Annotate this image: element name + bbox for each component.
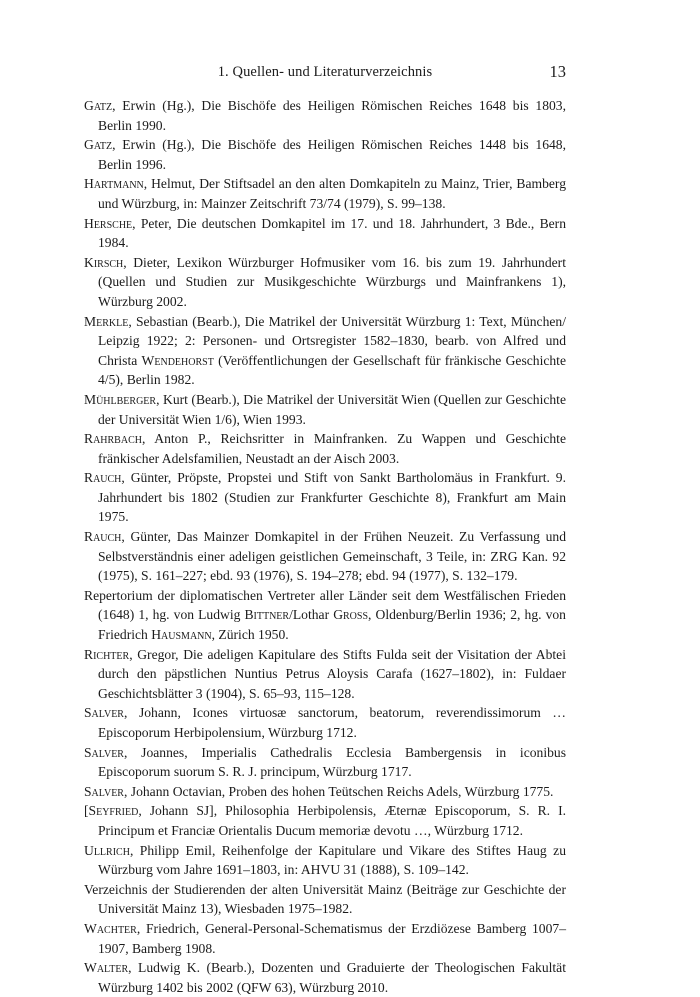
entry-author: Salver [84,783,124,799]
entry-lead-text: [ [84,803,89,819]
entry-author: Merkle [84,313,129,329]
entry-text: , Günter, Das Mainzer Domkapitel in der Frühen Neuzeit. Zu Verfassung und Selbstverständnis einer adeligen geistlichen Gemeinschaft, 3 Teile, in: ZRG Kan. 92 (1975), S. 161–227; ebd. 93 (1976), S. 194–278; ebd. 94 (1977), S. 132–179. [98,529,566,584]
entry-text-continued: , Oldenburg/Berlin 1936; 2, hg. von Friedrich [98,607,566,643]
bibliography-entry [84,214,566,253]
entry-author: Richter [84,646,130,662]
bibliography-entry [84,253,566,312]
entry-text: , Johann Octavian, Proben des hohen Teütschen Reichs Adels, Würzburg 1775. [123,783,554,799]
entry-author: Ullrich [84,842,130,858]
entry-author-secondary: Gross [333,607,369,623]
bibliography-entry [84,135,566,174]
entry-author: Mühlberger [84,391,157,407]
entry-author: Walter [84,960,129,976]
entry-lead-text: Verzeichnis der Studierenden der alten Universität Mainz (Beiträge zur Geschichte der Universität Mainz 13), Wiesbaden 1975–1982. [84,881,566,917]
entry-text: , Johann, Icones virtuosæ sanctorum, beatorum, reverendissimorum … Episcoporum Herbipolensium, Würzburg 1712. [98,705,566,740]
entry-author: Rauch [84,529,122,545]
bibliography-entry [84,468,566,527]
entry-author: Bittner [244,607,290,623]
running-header-title: 1. Quellen- und Literaturverzeichnis [217,64,433,80]
bibliography-entry [84,880,566,919]
entry-author: Kirsch [84,254,124,270]
bibliography-entry [84,390,566,429]
entry-text: , Helmut, Der Stiftsadel an den alten Domkapiteln zu Mainz, Trier, Bamberg und Würzburg, in: Mainzer Zeitschrift 73/74 (1979), S. 99–138. [98,176,566,211]
entry-lead-text: Repertorium der diplomatischen Vertreter aller Länder seit dem Westfälischen Frieden (1648) 1, hg. von Ludwig [84,587,566,623]
bibliography-entry [84,174,566,213]
entry-author: Hartmann [84,176,144,192]
entry-text: , Ludwig K. (Bearb.), Dozenten und Graduierte der Theologischen Fakultät Würzburg 1402 bis 2002 (QFW 63), Würzburg 2010. [98,960,566,995]
entry-author: Gatz [84,137,113,153]
bibliography-entry [84,958,566,997]
bibliography-list [84,96,566,997]
bibliography-entry [84,782,566,802]
entry-author-tertiary: Hausmann [151,627,212,643]
entry-text: , Philipp Emil, Reihenfolge der Kapitulare und Vikare des Stiftes Haug zu Würzburg vom Jahre 1691–1803, in: AHVU 31 (1888), S. 109–142. [98,842,566,878]
entry-text: , Joannes, Imperialis Cathedralis Ecclesia Bambergensis in iconibus Episcoporum suorum S. R. J. principum, Würzburg 1717. [98,744,566,780]
running-header [84,64,566,84]
entry-text: , Anton P., Reichsritter in Mainfranken. Zu Wappen und Geschichte fränkischer Adelsfamilien, Neustadt an der Aisch 2003. [98,431,566,466]
bibliography-entry [84,96,566,135]
entry-text: , Sebastian (Bearb.), Die Matrikel der Universität Würzburg 1: Text, München/ Leipzig 1922; 2: Personen- und Ortsregister 1582–1830, bearb. von Alfred und Christa [98,313,566,368]
entry-author: Gatz [84,98,113,113]
entry-text: , Kurt (Bearb.), Die Matrikel der Universität Wien (Quellen zur Geschichte der Universität Wien 1/6), Wien 1993. [98,391,566,427]
entry-text: , Peter, Die deutschen Domkapitel im 17. und 18. Jahrhundert, 3 Bde., Bern 1984. [98,215,566,251]
bibliography-entry [84,743,566,782]
bibliography-entry [84,645,566,704]
entry-author: Hersche [84,215,133,231]
entry-author: Wachter [84,920,137,936]
entry-text: , Johann SJ], Philosophia Herbipolensis, Æternæ Episcoporum, S. R. I. Principum et Franciæ Orientalis Ducum memoriæ devotu …, Würzburg 1712. [98,803,566,838]
bibliography-entry [84,429,566,468]
page-number: 13 [549,62,566,81]
bibliography-entry [84,312,566,390]
bibliography-entry [84,841,566,880]
entry-author: Seyfried [88,803,139,819]
bibliography-entry [84,801,566,840]
entry-author: Salver [84,744,124,760]
bibliography-entry [84,919,566,958]
entry-text: , Erwin (Hg.), Die Bischöfe des Heiligen Römischen Reiches 1448 bis 1648, Berlin 1996. [98,137,566,172]
entry-text-end: , Zürich 1950. [211,627,289,643]
bibliography-entry [84,527,566,586]
entry-author: Rauch [84,470,122,486]
entry-text: , Gregor, Die adeligen Kapitulare des Stifts Fulda seit der Visitation der Abtei durch den päpstlichen Nuntius Petrus Aloysis Carafa (1627–1802), in: Fuldaer Geschichtsblätter 3 (1904), S. 65–93, 115–128. [98,646,566,701]
entry-author: Salver [84,705,124,721]
entry-text: , Erwin (Hg.), Die Bischöfe des Heiligen Römischen Reiches 1648 bis 1803, Berlin 1990. [98,98,566,133]
entry-text: , Friedrich, General-Personal-Schematismus der Erzdiözese Bamberg 1007–1907, Bamberg 1908. [98,920,566,956]
entry-author: Rahrbach [84,431,142,447]
bibliography-entry [84,586,566,645]
entry-text: /Lothar [289,607,334,623]
bibliography-entry [84,703,566,742]
entry-author-secondary: Wendehorst [141,352,214,368]
entry-text-continued: (Veröffentlichungen der Gesellschaft für fränkische Geschichte 4/5), Berlin 1982. [98,352,566,388]
entry-text: , Günter, Pröpste, Propstei und Stift von Sankt Bartholomäus in Frankfurt. 9. Jahrhundert bis 1802 (Studien zur Frankfurter Geschichte 8), Frankfurt am Main 1975. [98,470,566,525]
entry-text: , Dieter, Lexikon Würzburger Hofmusiker vom 16. bis zum 19. Jahrhundert (Quellen und Studien zur Musikgeschichte Würzburgs und Mainfrankens 1), Würzburg 2002. [98,254,566,309]
